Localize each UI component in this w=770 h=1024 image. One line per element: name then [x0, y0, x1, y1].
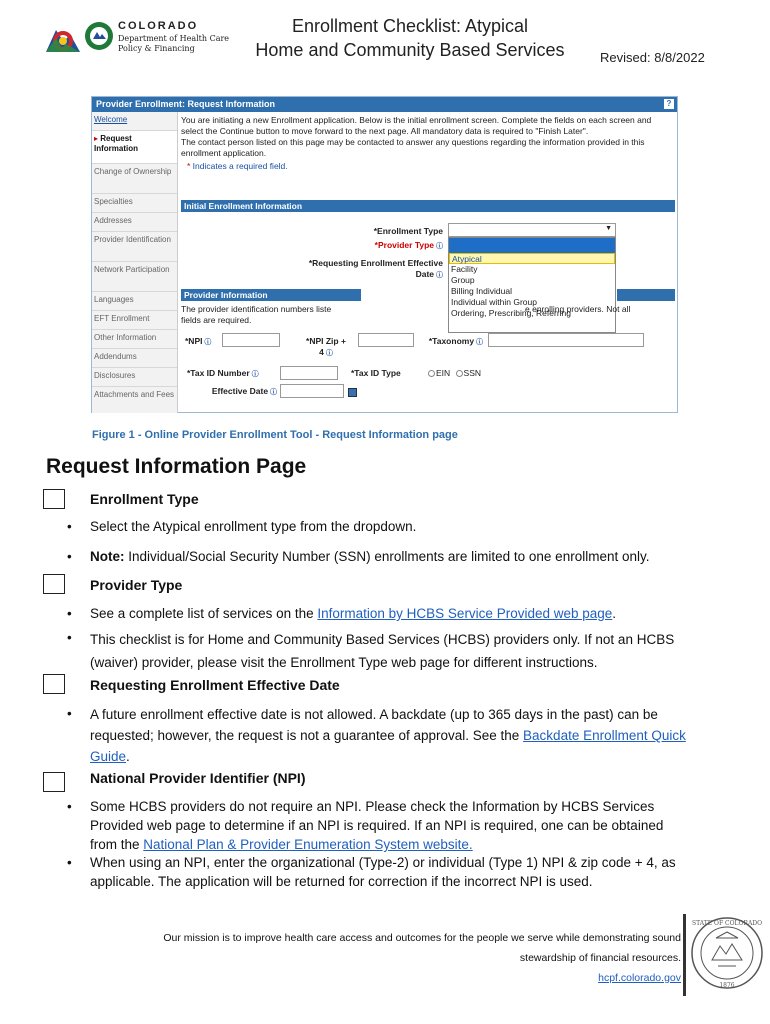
- provider-information-section-bar-right: [617, 289, 675, 301]
- title-line2: Home and Community Based Services: [255, 40, 565, 60]
- nav-item-request-information-label: Request Information: [94, 134, 138, 153]
- nav-item-eft-enrollment[interactable]: EFT Enrollment: [92, 311, 177, 330]
- section-title-provider-type: Provider Type: [90, 577, 183, 593]
- colorado-flag-icon: [44, 22, 82, 54]
- hcpf-logo: [44, 20, 234, 56]
- logo-dept-line2: Policy & Financing: [118, 44, 195, 53]
- eff-date-label: [199, 386, 277, 397]
- checkbox-npi[interactable]: [43, 772, 65, 792]
- npi-bullet1: [90, 797, 690, 854]
- effective-date-bullet1: [90, 704, 710, 767]
- effective-date-bullet1-pre: A future enrollment effective date is not allowed. A backdate (up to 365 days in the past) can be requested; however, the request is not a guarantee of approval. See the: [90, 707, 658, 743]
- dropdown-highlight: [449, 238, 615, 253]
- eff-date-label-text: Effective Date: [211, 386, 269, 396]
- npi-bullet2: When using an NPI, enter the organizational (Type-2) or individual (Type 1) NPI & zip code + 4, as applicable. The application will be returned for correction if the incorrect NPI is used.: [90, 855, 676, 889]
- bullet-icon: •: [67, 606, 72, 621]
- enrollment-type-dropdown[interactable]: [448, 237, 616, 333]
- bullet-icon: •: [67, 706, 72, 721]
- title-line1: Enrollment Checklist: Atypical: [291, 16, 529, 36]
- hcbs-service-link[interactable]: Information by HCBS Service Provided web page: [317, 606, 613, 621]
- provider-type-bullet1-pre: See a complete list of services on the: [90, 606, 318, 621]
- radio-ein[interactable]: [428, 370, 435, 377]
- info-icon: ⓘ: [434, 272, 443, 279]
- nav-item-network-participation[interactable]: Network Participation: [92, 262, 177, 292]
- revised-date: Revised: 8/8/2022: [600, 50, 705, 65]
- screenshot-header: [92, 97, 677, 112]
- calendar-icon[interactable]: [348, 388, 357, 397]
- dropdown-option-facility[interactable]: Facility: [451, 264, 478, 274]
- section-title-enrollment-type: Enrollment Type: [90, 491, 199, 507]
- eff-date-input[interactable]: [280, 384, 344, 398]
- section-title-npi: National Provider Identifier (NPI): [90, 770, 306, 786]
- hcpf-seal-icon: [84, 21, 114, 51]
- nav-item-specialties[interactable]: Specialties: [92, 194, 177, 213]
- svg-text:1876: 1876: [719, 982, 735, 989]
- nav-item-other-information[interactable]: Other Information: [92, 330, 177, 349]
- page-heading: Request Information Page: [46, 455, 307, 478]
- bullet-icon: •: [67, 519, 72, 534]
- radio-ssn-label: SSN: [463, 368, 482, 378]
- provider-type-label: [221, 240, 443, 251]
- provider-info-text-c: fields are required.: [181, 315, 252, 325]
- npi-zip-label-line2: 4: [319, 347, 324, 357]
- enrollment-type-bullet2-text: Individual/Social Security Number (SSN) enrollments are limited to one enrollment only.: [124, 549, 650, 564]
- provider-type-bullet1-post: .: [612, 606, 617, 621]
- screenshot-main: [181, 115, 675, 413]
- chevron-down-icon: ▼: [605, 225, 612, 232]
- enrollment-type-label: *Enrollment Type: [373, 226, 443, 236]
- initial-enrollment-section-bar: Initial Enrollment Information: [181, 200, 675, 212]
- mission-line2: stewardship of financial resources.: [519, 952, 681, 964]
- logo-state-text: COLORADO: [118, 20, 199, 32]
- dropdown-option-individual-within-group[interactable]: Individual within Group: [451, 297, 537, 307]
- checkbox-effective-date[interactable]: [43, 674, 65, 694]
- screenshot-header-title: Provider Enrollment: Request Information: [96, 99, 276, 109]
- npi-input[interactable]: [222, 333, 280, 347]
- tax-id-label: [187, 368, 277, 379]
- effective-date-label: [221, 258, 443, 281]
- npi-label-text: *NPI: [185, 336, 203, 346]
- bullet-icon: •: [67, 799, 72, 814]
- npi-zip-label-line1: *NPI Zip +: [306, 336, 346, 346]
- nav-item-welcome[interactable]: Welcome: [92, 112, 177, 131]
- taxonomy-label: [417, 336, 483, 347]
- nav-item-addresses[interactable]: Addresses: [92, 213, 177, 232]
- nav-item-addendums[interactable]: Addendums: [92, 349, 177, 368]
- required-star-icon: *: [187, 161, 193, 171]
- figure-caption: Figure 1 - Online Provider Enrollment Tool - Request Information page: [92, 429, 458, 441]
- provider-info-text-a: The provider identification numbers liste: [181, 304, 332, 314]
- nppes-link[interactable]: National Plan & Provider Enumeration System website.: [143, 837, 473, 852]
- info-icon: ⓘ: [249, 371, 259, 378]
- screenshot-sidebar: [92, 112, 178, 413]
- bullet-icon: •: [67, 549, 72, 564]
- document-title: [250, 14, 570, 62]
- logo-dept-line1: Department of Health Care: [118, 34, 230, 43]
- radio-ein-label: EIN: [436, 368, 451, 378]
- nav-item-disclosures[interactable]: Disclosures: [92, 368, 177, 387]
- footer-divider: [683, 914, 686, 996]
- nav-item-request-information[interactable]: [92, 131, 177, 164]
- taxonomy-label-text: *Taxonomy: [428, 336, 475, 346]
- checkbox-enrollment-type[interactable]: [43, 489, 65, 509]
- contact-note: The contact person listed on this page may be contacted to answer any questions regarding the information provided in this enrollment application.: [181, 137, 645, 158]
- arrow-icon: ▸: [94, 134, 101, 143]
- effective-date-bullet1-post: .: [126, 749, 130, 764]
- taxonomy-input[interactable]: [488, 333, 644, 347]
- info-icon: ⓘ: [323, 350, 333, 357]
- required-note: [181, 161, 675, 171]
- bullet-icon: •: [67, 630, 72, 645]
- mission-line1: Our mission is to improve health care access and outcomes for the people we serve while demonstrating sound: [163, 932, 681, 944]
- required-note-text: Indicates a required field.: [192, 161, 288, 171]
- nav-item-attachments-and-fees[interactable]: Attachments and Fees: [94, 390, 175, 399]
- backdate-guide-link[interactable]: Backdate Enrollment Quick Guide: [90, 728, 686, 764]
- npi-label: [185, 336, 211, 347]
- effective-date-label-line2: Date: [415, 269, 435, 279]
- info-icon: ⓘ: [474, 339, 483, 346]
- dropdown-option-billing-individual[interactable]: Billing Individual: [451, 286, 512, 296]
- note-label: Note:: [90, 549, 125, 564]
- tax-id-type-label: [351, 368, 431, 378]
- section-title-effective-date: Requesting Enrollment Effective Date: [90, 677, 340, 693]
- bullet-icon: •: [67, 855, 72, 870]
- provider-info-text-b: e enrolling providers. Not all: [525, 304, 631, 314]
- provider-type-bullet2: This checklist is for Home and Community Based Services (HCBS) providers only. If not an HCBS (waiver) provider, please visit the Enrollment Type web page for different instructions.: [90, 632, 675, 670]
- state-seal-icon: [690, 914, 765, 992]
- nav-item-languages[interactable]: Languages: [92, 292, 177, 311]
- enrollment-type-select[interactable]: [448, 223, 616, 237]
- provider-information-section-bar: [181, 289, 361, 301]
- dropdown-option-group[interactable]: Group: [451, 275, 475, 285]
- nav-item-provider-identification[interactable]: Provider Identification: [92, 232, 177, 262]
- intro-text: You are initiating a new Enrollment application. Below is the initial enrollment screen. Complete the fields on each screen and select the Continue button to move forward to the next page. All mandatory data is required to "Finish Later".: [181, 115, 652, 136]
- npi-zip-input[interactable]: [358, 333, 414, 347]
- nav-item-change-of-ownership[interactable]: Change of Ownership: [92, 164, 177, 194]
- footer-mission: [81, 928, 681, 988]
- tax-id-input[interactable]: [280, 366, 338, 380]
- provider-type-label-text: *Provider Type: [374, 240, 435, 250]
- hcpf-website-link[interactable]: hcpf.colorado.gov: [598, 972, 681, 984]
- effective-date-label-line1: *Requesting Enrollment Effective: [308, 258, 443, 268]
- info-icon: ⓘ: [434, 243, 443, 250]
- tax-id-type-label-text: *Tax ID Type: [351, 368, 401, 378]
- dropdown-option-atypical[interactable]: Atypical: [449, 253, 615, 264]
- provider-information-section-title: Provider Information: [184, 290, 268, 300]
- tax-id-type-radios: [425, 368, 481, 378]
- dropdown-option-ordering-prescribing-referring[interactable]: Ordering, Prescribing, Referring: [451, 308, 571, 318]
- npi-zip-label: [297, 336, 355, 359]
- checkbox-provider-type[interactable]: [43, 574, 65, 594]
- info-icon: ⓘ: [268, 389, 277, 396]
- provider-type-bullet1: [90, 604, 715, 624]
- info-icon: ⓘ: [202, 339, 212, 346]
- npi-bullet1-pre: Some HCBS providers do not require an NPI. Please check the Information by HCBS Services Provided web page to determine if an NPI is required. If an NPI is required, one can be obtained from the: [90, 799, 664, 852]
- enrollment-type-bullet2: [90, 547, 715, 567]
- radio-ssn[interactable]: [456, 370, 463, 377]
- svg-text:STATE OF COLORADO: STATE OF COLORADO: [691, 920, 763, 927]
- tax-id-label-text: *Tax ID Number: [187, 368, 250, 378]
- enrollment-type-bullet1: Select the Atypical enrollment type from the dropdown.: [90, 519, 417, 534]
- help-icon[interactable]: ?: [664, 99, 674, 109]
- enrollment-tool-screenshot: [91, 96, 678, 413]
